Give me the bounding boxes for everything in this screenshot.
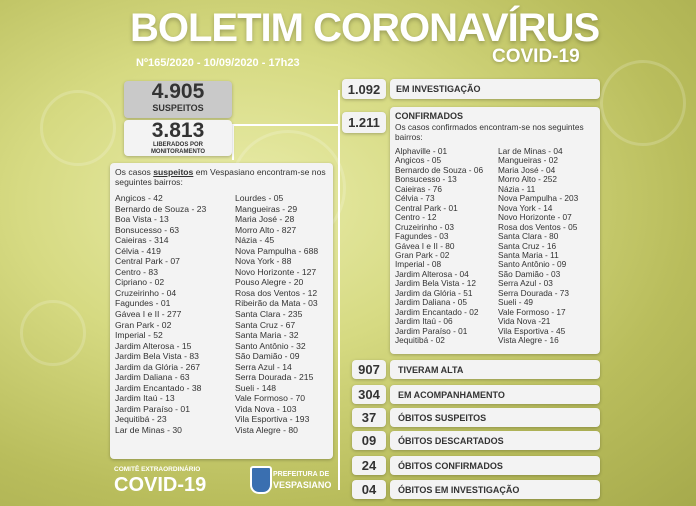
suspect-column-1: [115, 193, 206, 436]
confirmados-panel: [390, 107, 600, 354]
neighborhood-item: Vale Formoso - 17: [498, 306, 566, 317]
liberados-label-2: MONITORAMENTO: [150, 149, 206, 155]
neighborhood-item: Santa Maria - 11: [498, 249, 559, 260]
stat-label: ÓBITOS SUSPEITOS: [390, 408, 600, 427]
neighborhood-item: Santa Cruz - 67: [235, 319, 296, 330]
neighborhood-item: Jardim da Glória - 51: [395, 287, 473, 298]
covid-logo-text: COVID-19: [114, 474, 207, 496]
suspect-intro-emph: suspeitos: [153, 167, 194, 177]
neighborhood-item: Sueli - 148: [235, 382, 277, 393]
neighborhood-item: Bonsucesso - 13: [395, 174, 457, 185]
neighborhood-item: Serra Azul - 14: [235, 361, 292, 372]
neighborhood-item: Jardim Itaú - 06: [395, 316, 453, 327]
neighborhood-item: Nova Pampulha - 688: [235, 245, 319, 256]
neighborhood-item: Maria José - 28: [235, 214, 295, 225]
suspect-column-2: [235, 193, 318, 436]
stat-label: ÓBITOS DESCARTADOS: [390, 431, 600, 450]
neighborhood-item: Gran Park - 02: [395, 249, 450, 260]
investigacao-label: EM INVESTIGAÇÃO: [396, 84, 481, 94]
stat-value: 04: [352, 480, 386, 499]
suspeitos-value: 4.905: [151, 80, 205, 103]
confirmed-column-2: [498, 147, 578, 346]
neighborhood-item: Cipriano - 02: [115, 277, 165, 288]
city-label-1: PREFEITURA DE: [273, 471, 330, 478]
stat-value: 09: [352, 431, 386, 450]
neighborhood-item: Sueli - 49: [498, 297, 534, 308]
suspect-list-panel: [110, 163, 333, 459]
neighborhood-item: Centro - 83: [115, 266, 158, 277]
investigacao-label-box: [390, 79, 600, 99]
neighborhood-item: Názia - 11: [498, 183, 536, 194]
neighborhood-item: Maria José - 04: [498, 164, 556, 175]
neighborhood-item: Nova Pampulha - 203: [498, 193, 579, 204]
neighborhood-item: Santa Maria - 32: [235, 330, 299, 341]
stat-value: 24: [352, 456, 386, 475]
neighborhood-item: Jardim Bela Vista - 12: [395, 278, 477, 289]
neighborhood-item: Imperial - 08: [395, 259, 442, 270]
neighborhood-item: Jardim Encantado - 02: [395, 306, 479, 317]
neighborhood-item: Názia - 45: [235, 235, 275, 246]
neighborhood-item: Central Park - 01: [395, 202, 458, 213]
neighborhood-item: São Damião - 09: [235, 351, 300, 362]
neighborhood-item: Vida Nova - 103: [235, 403, 297, 414]
neighborhood-item: Vista Alegre - 80: [235, 425, 298, 436]
neighborhood-item: Vila Esportiva - 193: [235, 414, 310, 425]
investigacao-value-box: [342, 79, 386, 99]
stat-value: 907: [352, 360, 386, 379]
neighborhood-item: Bernardo de Souza - 06: [395, 164, 484, 175]
neighborhood-item: Jardim da Glória - 267: [115, 361, 201, 372]
neighborhood-item: Jardim Bela Vista - 83: [115, 351, 199, 362]
neighborhood-item: Jequitibá - 02: [395, 335, 445, 346]
neighborhood-item: Angicos - 42: [115, 193, 163, 203]
neighborhood-item: Nova York - 14: [498, 202, 553, 213]
suspeitos-label: SUSPEITOS: [152, 103, 204, 113]
virus-decoration-4: [600, 60, 686, 146]
neighborhood-item: Novo Horizonte - 127: [235, 266, 317, 277]
neighborhood-item: Lar de Minas - 30: [115, 425, 182, 436]
neighborhood-item: Bonsucesso - 63: [115, 224, 180, 235]
neighborhood-item: Boa Vista - 13: [115, 214, 169, 225]
neighborhood-item: Cruzeirinho - 04: [115, 287, 177, 298]
neighborhood-item: Fagundes - 03: [395, 231, 449, 242]
suspect-intro-before: Os casos: [115, 167, 154, 177]
neighborhood-item: Rosa dos Ventos - 12: [235, 287, 318, 298]
neighborhood-item: Lourdes - 05: [235, 193, 284, 203]
city-label-2: VESPASIANO: [273, 480, 332, 490]
confirmed-column-1: [395, 147, 483, 346]
neighborhood-item: Santo Antônio - 09: [498, 259, 567, 270]
neighborhood-item: Lar de Minas - 04: [498, 146, 563, 156]
neighborhood-item: Pouso Alegre - 20: [235, 277, 304, 288]
committee-label: COMITÊ EXTRAORDINÁRIO: [114, 466, 201, 473]
stat-value: 37: [352, 408, 386, 427]
neighborhood-item: Caieiras - 76: [395, 183, 443, 194]
neighborhood-item: Célvia - 419: [115, 245, 161, 256]
neighborhood-item: Jardim Itaú - 13: [115, 393, 175, 404]
neighborhood-item: Vista Alegre - 16: [498, 335, 559, 346]
liberados-box: [124, 120, 232, 156]
liberados-label-1: LIBERADOS POR: [152, 142, 203, 148]
neighborhood-item: Santo Antônio - 32: [235, 340, 306, 351]
neighborhood-item: Imperial - 52: [115, 330, 163, 341]
neighborhood-item: Vila Esportiva - 45: [498, 325, 566, 336]
neighborhood-item: Novo Horizonte - 07: [498, 212, 572, 223]
liberados-value: 3.813: [151, 119, 205, 142]
neighborhood-item: Cruzeirinho - 03: [395, 221, 455, 232]
neighborhood-item: Jequitibá - 23: [115, 414, 167, 425]
stat-label: ÓBITOS EM INVESTIGAÇÃO: [390, 480, 600, 499]
stat-value: 304: [352, 385, 386, 404]
neighborhood-item: Serra Dourada - 215: [235, 372, 314, 383]
connector-left: [232, 124, 338, 126]
confirmados-value: 1.211: [348, 115, 380, 130]
neighborhood-item: Gávea I e II - 277: [115, 309, 182, 320]
virus-decoration-1: [40, 90, 116, 166]
neighborhood-item: Jardim Daliana - 63: [115, 372, 190, 383]
stat-label: EM ACOMPANHAMENTO: [390, 385, 600, 404]
coat-of-arms-icon: [250, 466, 272, 494]
connector-vertical: [338, 90, 340, 490]
suspect-intro-after: em Vespasiano encontram-se nos seguintes bairros:: [115, 167, 326, 187]
neighborhood-item: Caieiras - 314: [115, 235, 169, 246]
virus-decoration-3: [20, 300, 86, 366]
suspeitos-box: [124, 81, 232, 118]
confirmados-intro: Os casos confirmados encontram-se nos seguintes bairros:: [395, 122, 584, 142]
neighborhood-item: Rosa dos Ventos - 05: [498, 221, 578, 232]
neighborhood-item: Gran Park - 02: [115, 319, 172, 330]
bulletin-meta: Nº165/2020 - 10/09/2020 - 17h23: [136, 57, 300, 69]
neighborhood-item: Alphaville - 01: [395, 146, 448, 156]
neighborhood-item: Serra Azul - 03: [498, 278, 553, 289]
neighborhood-item: Mangueiras - 29: [235, 203, 298, 214]
stat-label: TIVERAM ALTA: [390, 360, 600, 379]
neighborhood-item: Gávea I e II - 80: [395, 240, 455, 251]
neighborhood-item: Santa Clara - 80: [498, 231, 559, 242]
neighborhood-item: Morro Alto - 827: [235, 224, 297, 235]
neighborhood-item: Santa Clara - 235: [235, 309, 303, 320]
neighborhood-item: Morro Alto - 252: [498, 174, 558, 185]
neighborhood-item: Jardim Daliana - 05: [395, 297, 467, 308]
neighborhood-item: Jardim Paraíso - 01: [115, 403, 190, 414]
confirmados-value-box: [342, 112, 386, 133]
neighborhood-item: Bernardo de Souza - 23: [115, 203, 207, 214]
neighborhood-item: Mangueiras - 02: [498, 155, 558, 166]
neighborhood-item: Ribeirão da Mata - 03: [235, 298, 318, 309]
neighborhood-item: Vida Nova -21: [498, 316, 551, 327]
bulletin-subtitle: COVID-19: [492, 46, 580, 67]
suspect-list-intro: [115, 167, 330, 187]
neighborhood-item: Angicos - 05: [395, 155, 442, 166]
neighborhood-item: Fagundes - 01: [115, 298, 171, 309]
confirmados-label: CONFIRMADOS: [395, 111, 463, 121]
stat-label: ÓBITOS CONFIRMADOS: [390, 456, 600, 475]
neighborhood-item: Jardim Encantado - 38: [115, 382, 202, 393]
neighborhood-item: Central Park - 07: [115, 256, 180, 267]
connector-left-down: [232, 124, 234, 160]
neighborhood-item: Nova York - 88: [235, 256, 292, 267]
neighborhood-item: Centro - 12: [395, 212, 437, 223]
neighborhood-item: Santa Cruz - 16: [498, 240, 557, 251]
investigacao-value: 1.092: [347, 81, 381, 97]
neighborhood-item: Vale Formoso - 70: [235, 393, 306, 404]
neighborhood-item: Jardim Alterosa - 15: [115, 340, 192, 351]
neighborhood-item: Jardim Paraíso - 01: [395, 325, 468, 336]
neighborhood-item: São Damião - 03: [498, 268, 561, 279]
bulletin-title: BOLETIM CORONAVÍRUS: [130, 6, 600, 50]
neighborhood-item: Serra Dourada - 73: [498, 287, 570, 298]
neighborhood-item: Célvia - 73: [395, 193, 435, 204]
neighborhood-item: Jardim Alterosa - 04: [395, 268, 469, 279]
